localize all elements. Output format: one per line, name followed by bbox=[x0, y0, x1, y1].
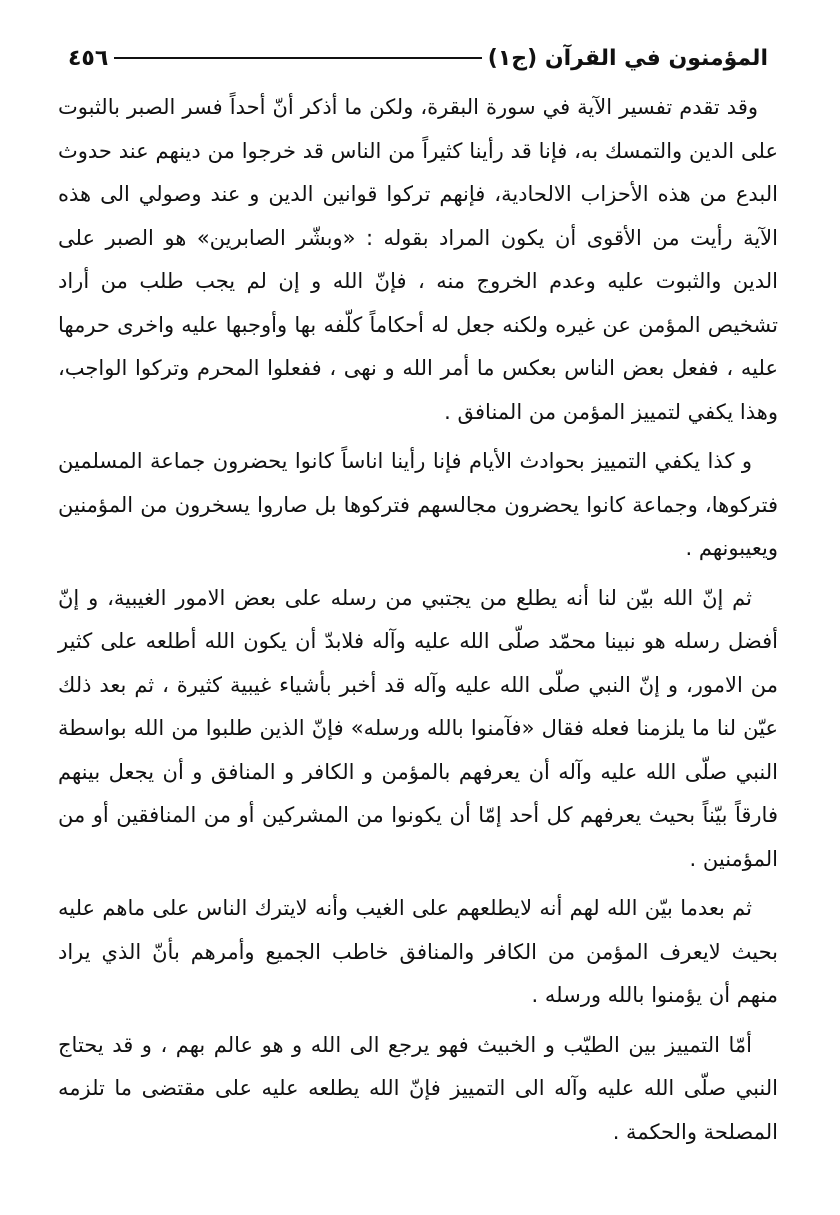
page-header bbox=[58, 38, 778, 78]
page-number: ٤٥٦ bbox=[68, 45, 109, 71]
paragraph: ثم بعدما بيّن الله لهم أنه لايطلعهم على الغيب وأنه لايترك الناس على ماهم عليه بحيث لايعرف المؤمن من الكافر والمنافق خاطب الجميع وأمرهم بأنّ الذي يراد منهم أن يؤمنوا بالله ورسله . bbox=[58, 896, 778, 1007]
body-text bbox=[58, 86, 778, 1154]
running-title: المؤمنون في القرآن (ج١) bbox=[487, 45, 768, 71]
header-rule bbox=[114, 57, 481, 59]
paragraph: ثم إنّ الله بيّن لنا أنه يطلع من يجتبي من رسله على بعض الامور الغيبية، و إنّ أفضل رسله هو نبينا محمّد صلّى الله عليه وآله فلابدّ أن يكون الله أطلعه على كثير من الامور، و إنّ النبي صلّى الله عليه وآله قد أخبر بأشياء غيبية كثيرة ، ثم بعد ذلك عيّن لنا ما يلزمنا فعله فقال «فآمنوا بالله ورسله» فإنّ الذين طلبوا من الله بواسطة النبي صلّى الله عليه وآله أن يعرفهم بالمؤمن و الكافر و المنافق و أن يجعل بينهم فارقاً بيّناً بحيث يعرفهم كل أحد إمّا أن يكونوا من المشركين أو من المنافقين أو من المؤمنين . bbox=[58, 585, 778, 871]
paragraph: أمّا التمييز بين الطيّب و الخبيث فهو يرجع الى الله و هو عالم بهم ، و قد يحتاج النبي صلّى الله عليه وآله الى التمييز فإنّ الله يطلعه عليه على مقتضى ما تلزمه المصلحة والحكمة . bbox=[58, 1032, 778, 1144]
paragraph: وقد تقدم تفسير الآية في سورة البقرة، ولكن ما أذكر أنّ أحداً فسر الصبر بالثبوت على الدين والتمسك به، فإنا قد رأينا كثيراً من الناس قد خرجوا من دينهم عند حدوث البدع من هذه الأحزاب الالحادية، فإنهم تركوا قوانين الدين و عند وصولي الى هذه الآية رأيت من الأقوى أن يكون المراد بقوله : «وبشّر الصابرين» هو الصبر على الدين والثبوت عليه وعدم الخروج منه ، فإنّ الله و إن لم يجب طلب من أراد تشخيص المؤمن عن غيره ولكنه جعل له أحكاماً كلّفه بها وأوجبها عليه واخرى حرمها عليه ، ففعل بعض الناس بعكس ما أمر الله و نهى ، ففعلوا المحرم وتركوا الواجب، وهذا يكفي لتمييز المؤمن من المنافق . bbox=[58, 95, 778, 424]
book-page bbox=[58, 38, 778, 1160]
paragraph: و كذا يكفي التمييز بحوادث الأيام فإنا رأينا اناساً كانوا يحضرون جماعة المسلمين فتركوها، وجماعة كانوا يحضرون مجالسهم فتركوها بل صاروا يسخرون من المؤمنين ويعيبونهم . bbox=[58, 449, 778, 560]
